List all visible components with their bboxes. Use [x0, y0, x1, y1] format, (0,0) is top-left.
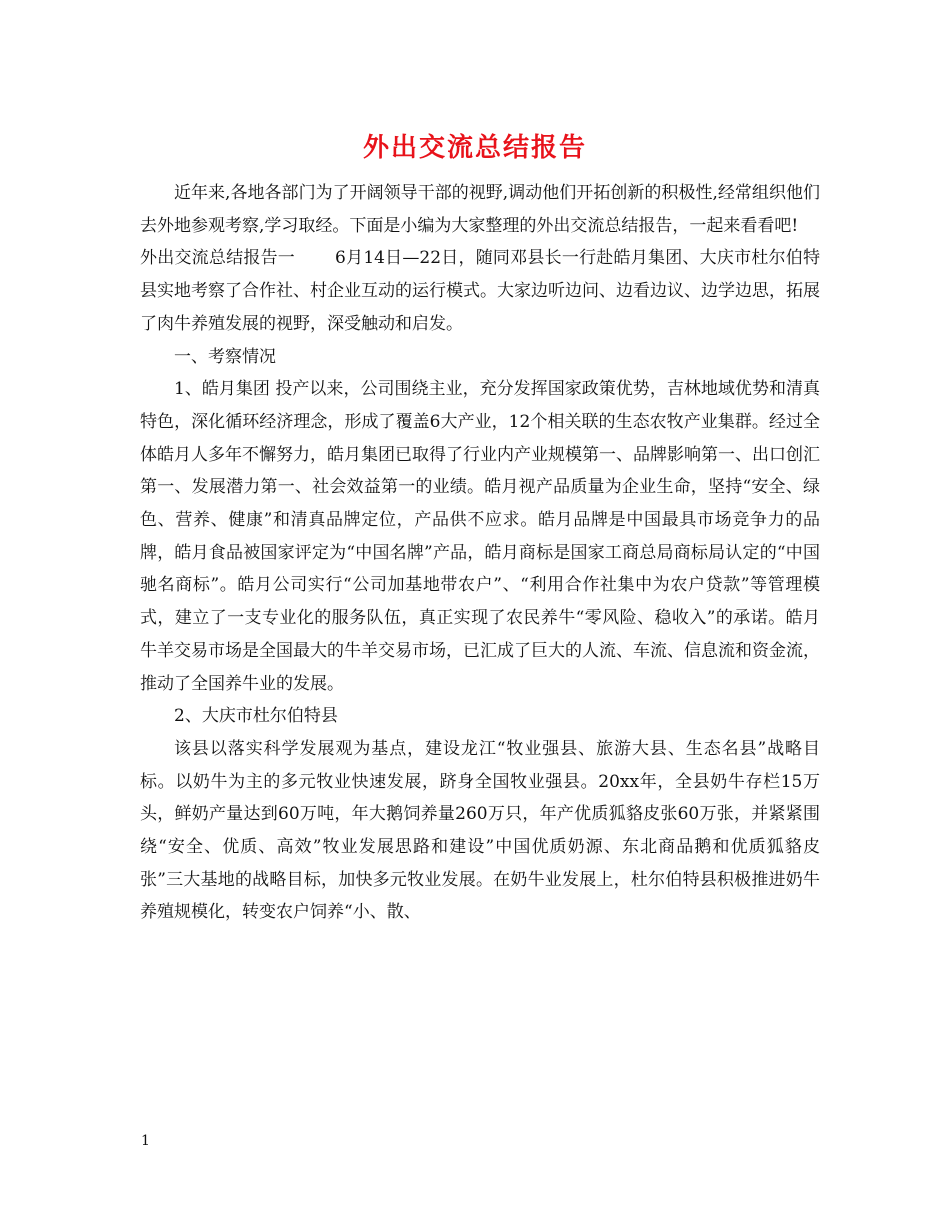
section-heading: 一、考察情况 [174, 346, 276, 367]
item2-paragraph: 该县以落实科学发展观为基点，建设龙江“牧业强县、旅游大县、生态名县”战略目标。以奶牛为主的多元牧业快速发展，跻身全国牧业强县。20xx年，全县奶牛存栏15万头，鲜奶产量达到60万吨，年大鹅饲养量260万只，年产优质狐貉皮张60万张，并紧紧围绕“安全、优质、高效”牧业发展思路和建设”中国优质奶源、东北商品鹅和优质狐貉皮张”三大基地的战略目标，加快多元牧业发展。在奶牛业发展上，杜尔伯特县积极推进奶牛养殖规模化，转变农户饲养“小、散、 [140, 738, 820, 923]
item2-heading: 2、大庆市杜尔伯特县 [174, 706, 338, 727]
item1-paragraph: 1、皓月集团 投产以来，公司围绕主业，充分发挥国家政策优势，吉林地域优势和清真特色，深化循环经济理念，形成了覆盖6大产业，12个相关联的生态农牧产业集群。经过全体皓月人多年不懈努力，皓月集团已取得了行业内产业规模第一、品牌影响第一、出口创汇第一、发展潜力第一、社会效益第一的业绩。皓月视产品质量为企业生命，坚持“安全、绿色、营养、健康”和清真品牌定位，产品供不应求。皓月品牌是中国最具市场竞争力的品牌，皓月食品被国家评定为“中国名牌”产品，皓月商标是国家工商总局商标局认定的“中国驰名商标”。皓月公司实行“公司加基地带农户”、“利用合作社集中为农户贷款”等管理模式，建立了一支专业化的服务队伍，真正实现了农民养牛“零风险、稳收入”的承诺。皓月牛羊交易市场是全国最大的牛羊交易市场，已汇成了巨大的人流、车流、信息流和资金流，推动了全国养牛业的发展。 [140, 379, 820, 694]
document-title: 外出交流总结报告 [362, 133, 587, 163]
report-paragraph [140, 242, 820, 340]
report-label: 外出交流总结报告一 [140, 248, 296, 269]
intro-paragraph: 近年来,各地各部门为了开阔领导干部的视野,调动他们开拓创新的积极性,经常组织他们去外地参观考察,学习取经。下面是小编为大家整理的外出交流总结报告，一起来看看吧! [140, 183, 820, 236]
document-body [140, 177, 820, 929]
report-lead: 6月14日—22日，随同邓县长一行赴皓月集团、大庆市杜尔伯特县实地考察了合作社、村企业互动的运行模式。大家边听边问、边看边议、边学边思，拓展了肉牛养殖发展的视野，深受触动和启发。 [140, 248, 820, 334]
page-number: 1 [141, 1133, 150, 1149]
